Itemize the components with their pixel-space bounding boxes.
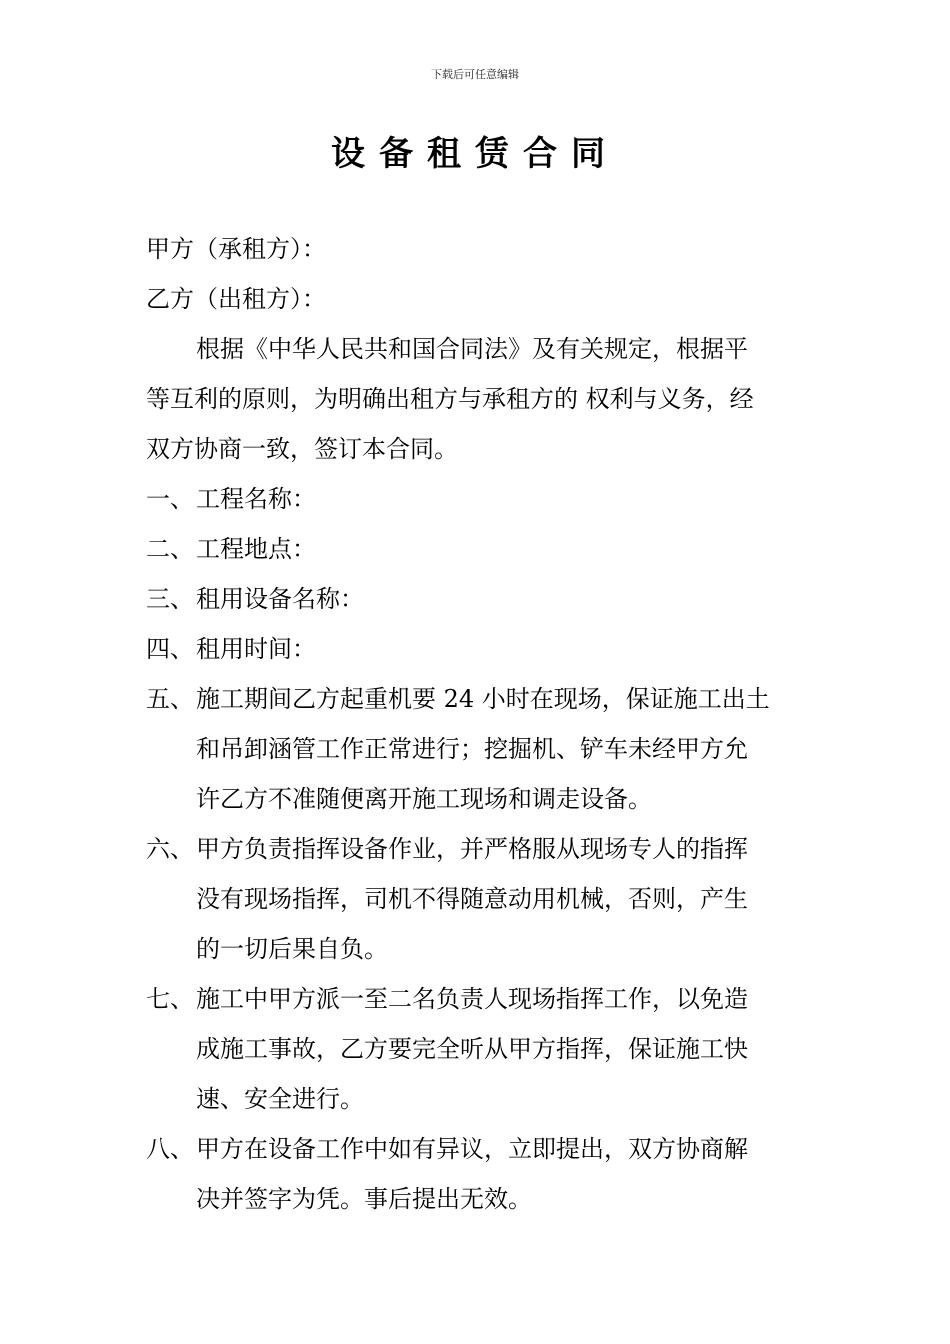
clause-2 — [146, 524, 810, 574]
clause-text: 施工中甲方派一至二名负责人现场指挥工作，以免造 — [196, 985, 748, 1013]
clause-5-continuation: 许乙方不准随便离开施工现场和调走设备。 — [196, 785, 652, 813]
clause-text: 甲方负责指挥设备作业，并严格服从现场专人的指挥 — [196, 835, 748, 863]
clause-3 — [146, 574, 810, 624]
clause-5-continuation: 和吊卸涵管工作正常进行；挖掘机、铲车未经甲方允 — [196, 735, 748, 763]
clause-text: 甲方在设备工作中如有异议，立即提出，双方协商解 — [196, 1135, 748, 1163]
preamble-line: 双方协商一致，签订本合同。 — [146, 435, 458, 463]
clause-5 — [146, 674, 810, 724]
clause-7-continuation: 速、安全进行。 — [196, 1085, 364, 1113]
clause-number: 六、 — [146, 835, 194, 863]
clause-number: 五、 — [146, 685, 194, 713]
clause-8-continuation: 决并签字为凭。事后提出无效。 — [196, 1185, 532, 1213]
preamble-line: 根据《中华人民共和国合同法》及有关规定，根据平 — [196, 335, 748, 363]
header-note: 下载后可任意编辑 — [431, 68, 519, 81]
clause-1 — [146, 474, 810, 524]
clause-number: 二、 — [146, 535, 194, 563]
clause-text: 工程地点： — [196, 535, 316, 563]
party-b-line: 乙方（出租方）： — [146, 285, 326, 313]
clause-6-continuation: 没有现场指挥，司机不得随意动用机械，否则，产生 — [196, 885, 748, 913]
clause-7-continuation: 成施工事故，乙方要完全听从甲方指挥，保证施工快 — [196, 1035, 748, 1063]
clause-6 — [146, 824, 810, 874]
clause-text: 工程名称： — [196, 485, 316, 513]
clause-text: 施工期间乙方起重机要 24 小时在现场，保证施工出土 — [196, 685, 770, 713]
clause-8 — [146, 1124, 810, 1174]
clause-7 — [146, 974, 810, 1024]
clause-number: 四、 — [146, 635, 194, 663]
document-title: 设备租赁合同 — [331, 134, 619, 174]
party-a-line: 甲方（承租方）： — [146, 235, 326, 263]
clause-number: 七、 — [146, 985, 194, 1013]
clause-6-continuation: 的一切后果自负。 — [196, 935, 388, 963]
clause-number: 一、 — [146, 485, 194, 513]
clause-number: 八、 — [146, 1135, 194, 1163]
clause-4 — [146, 624, 810, 674]
preamble-line: 等互利的原则，为明确出租方与承租方的 权利与义务，经 — [146, 385, 754, 413]
clause-number: 三、 — [146, 585, 194, 613]
clause-text: 租用时间： — [196, 635, 316, 663]
clause-text: 租用设备名称： — [196, 585, 364, 613]
